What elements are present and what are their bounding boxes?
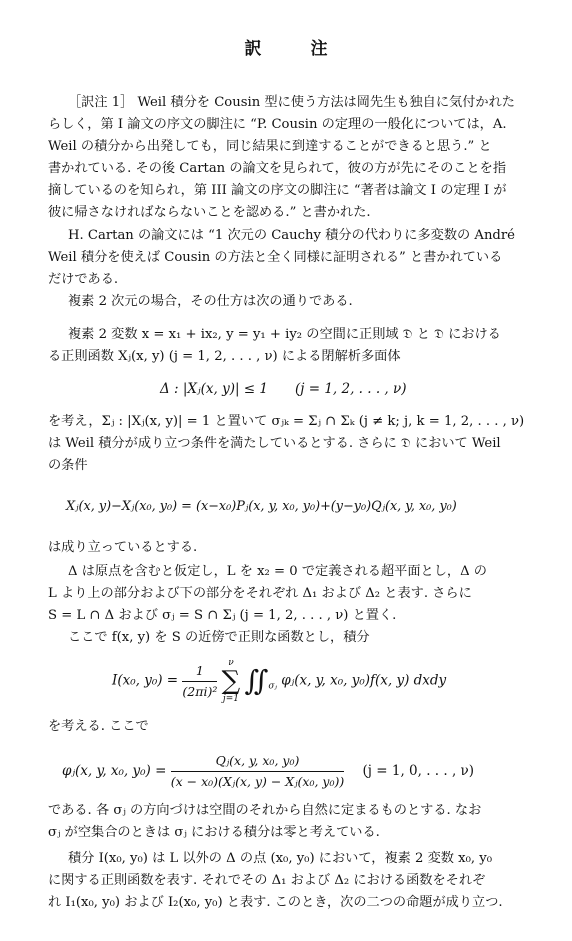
text-line: σⱼ が空集合のときは σⱼ における積分は零と考えている.: [48, 825, 380, 840]
text-line: 複素 2 変数 x = x₁ + ix₂, y = y₁ + iy₂ の空間に正則域 𝔇 と 𝔇 における: [68, 327, 501, 342]
equation-polyhedron: Δ : |Xⱼ(x, y)| ≤ 1 (j = 1, 2, . . . , ν): [160, 381, 407, 397]
text-line: らしく，第 I 論文の序文の脚注に “P. Cousin の定理の一般化については，A.: [48, 117, 507, 132]
text-line: は成り立っているとする.: [48, 540, 198, 555]
integral-frac-den: (2πi)²: [182, 683, 218, 699]
page-title: 訳 注: [244, 39, 344, 59]
text-line: である. 各 σⱼ の方向づけは空間のそれから自然に定まるものとする. なお: [48, 803, 482, 818]
phi-condition: (j = 1, 0, . . . , ν): [362, 763, 475, 779]
text-line: 積分 I(x₀, y₀) は L 以外の Δ の点 (x₀, y₀) において，複素 2 変数 x₀, y₀: [68, 851, 493, 866]
integral-domain: σⱼ: [268, 681, 277, 692]
equation-phi: [62, 752, 474, 791]
text-line: S = L ∩ Δ および σⱼ = S ∩ Σⱼ (j = 1, 2, . . . , ν) と置く.: [48, 608, 397, 623]
text-line: ［訳注 1］ Weil 積分を Cousin 型に使う方法は岡先生も独自に気付かれた: [68, 95, 515, 110]
text-line: H. Cartan の論文には “1 次元の Cauchy 積分の代わりに多変数の André: [68, 228, 515, 243]
text-line: Weil 積分を使えば Cousin の方法と全く同様に証明される” と書かれている: [48, 250, 503, 265]
text-line: 摘しているのを知られ，第 III 論文の序文の脚注に “著者は論文 I の定理 I が: [48, 183, 507, 198]
phi-lhs: φⱼ(x, y, x₀, y₀) =: [62, 763, 167, 779]
text-line: だけである.: [48, 272, 119, 287]
sigma-glyph: ∑: [221, 666, 241, 696]
text-line: 書かれている. その後 Cartan の論文を見られて，彼の方が先にそのことを指: [48, 161, 507, 176]
text-line: を考える. ここで: [48, 719, 149, 734]
phi-frac-num: Qⱼ(x, y, x₀, y₀): [171, 752, 345, 772]
integral-lhs: I(x₀, y₀) =: [112, 672, 179, 689]
text-line: は Weil 積分が成り立つ条件を満たしているとする. さらに 𝔇 において Weil: [48, 436, 501, 451]
double-integral-sign: ∬: [244, 664, 269, 697]
sum-lower: j=1: [222, 694, 239, 704]
phi-frac-den: (x − x₀)(Xⱼ(x, y) − Xⱼ(x₀, y₀)): [170, 774, 345, 789]
text-line: を考え，Σⱼ : |Xⱼ(x, y)| = 1 と置いて σⱼₖ = Σⱼ ∩ Σₖ (j ≠ k; j, k = 1, 2, . . . , ν): [48, 414, 525, 429]
text-line: Weil の積分から出発しても，同じ結果に到達することができると思う.” と: [48, 139, 492, 154]
text-line: Δ は原点を含むと仮定し，L を x₂ = 0 で定義される超平面とし，Δ の: [68, 564, 487, 579]
text-line: れ I₁(x₀, y₀) および I₂(x₀, y₀) と表す. このとき，次の二つの命題が成り立つ.: [48, 895, 503, 910]
text-line: ここで f(x, y) を S の近傍で正則な函数とし，積分: [68, 630, 370, 645]
sum-upper: ν: [228, 658, 234, 668]
sum-symbol: [222, 658, 241, 704]
integral-fraction: [182, 662, 217, 701]
equation-weil-condition: Xⱼ(x, y)−Xⱼ(x₀, y₀) = (x−x₀)Pⱼ(x, y, x₀, y₀)+(y−y₀)Qⱼ(x, y, x₀, y₀): [66, 499, 457, 514]
integrand: φⱼ(x, y, x₀, y₀)f(x, y) dxdy: [281, 672, 447, 689]
text-line: る正則函数 Xⱼ(x, y) (j = 1, 2, . . . , ν) による閉解析多面体: [48, 349, 401, 364]
text-line: L より上の部分および下の部分をそれぞれ Δ₁ および Δ₂ と表す. さらに: [48, 586, 472, 601]
integral-frac-num: 1: [182, 662, 217, 682]
phi-fraction: [171, 752, 345, 791]
text-line: に関する正則函数を表す. それでその Δ₁ および Δ₂ における函数をそれぞ: [48, 873, 486, 888]
text-line: 彼に帰さなければならないことを認める.” と書かれた.: [48, 205, 371, 220]
equation-integral: [112, 658, 446, 704]
text-line: 複素 2 次元の場合，その仕方は次の通りである.: [68, 294, 353, 309]
text-line: の条件: [48, 458, 88, 473]
